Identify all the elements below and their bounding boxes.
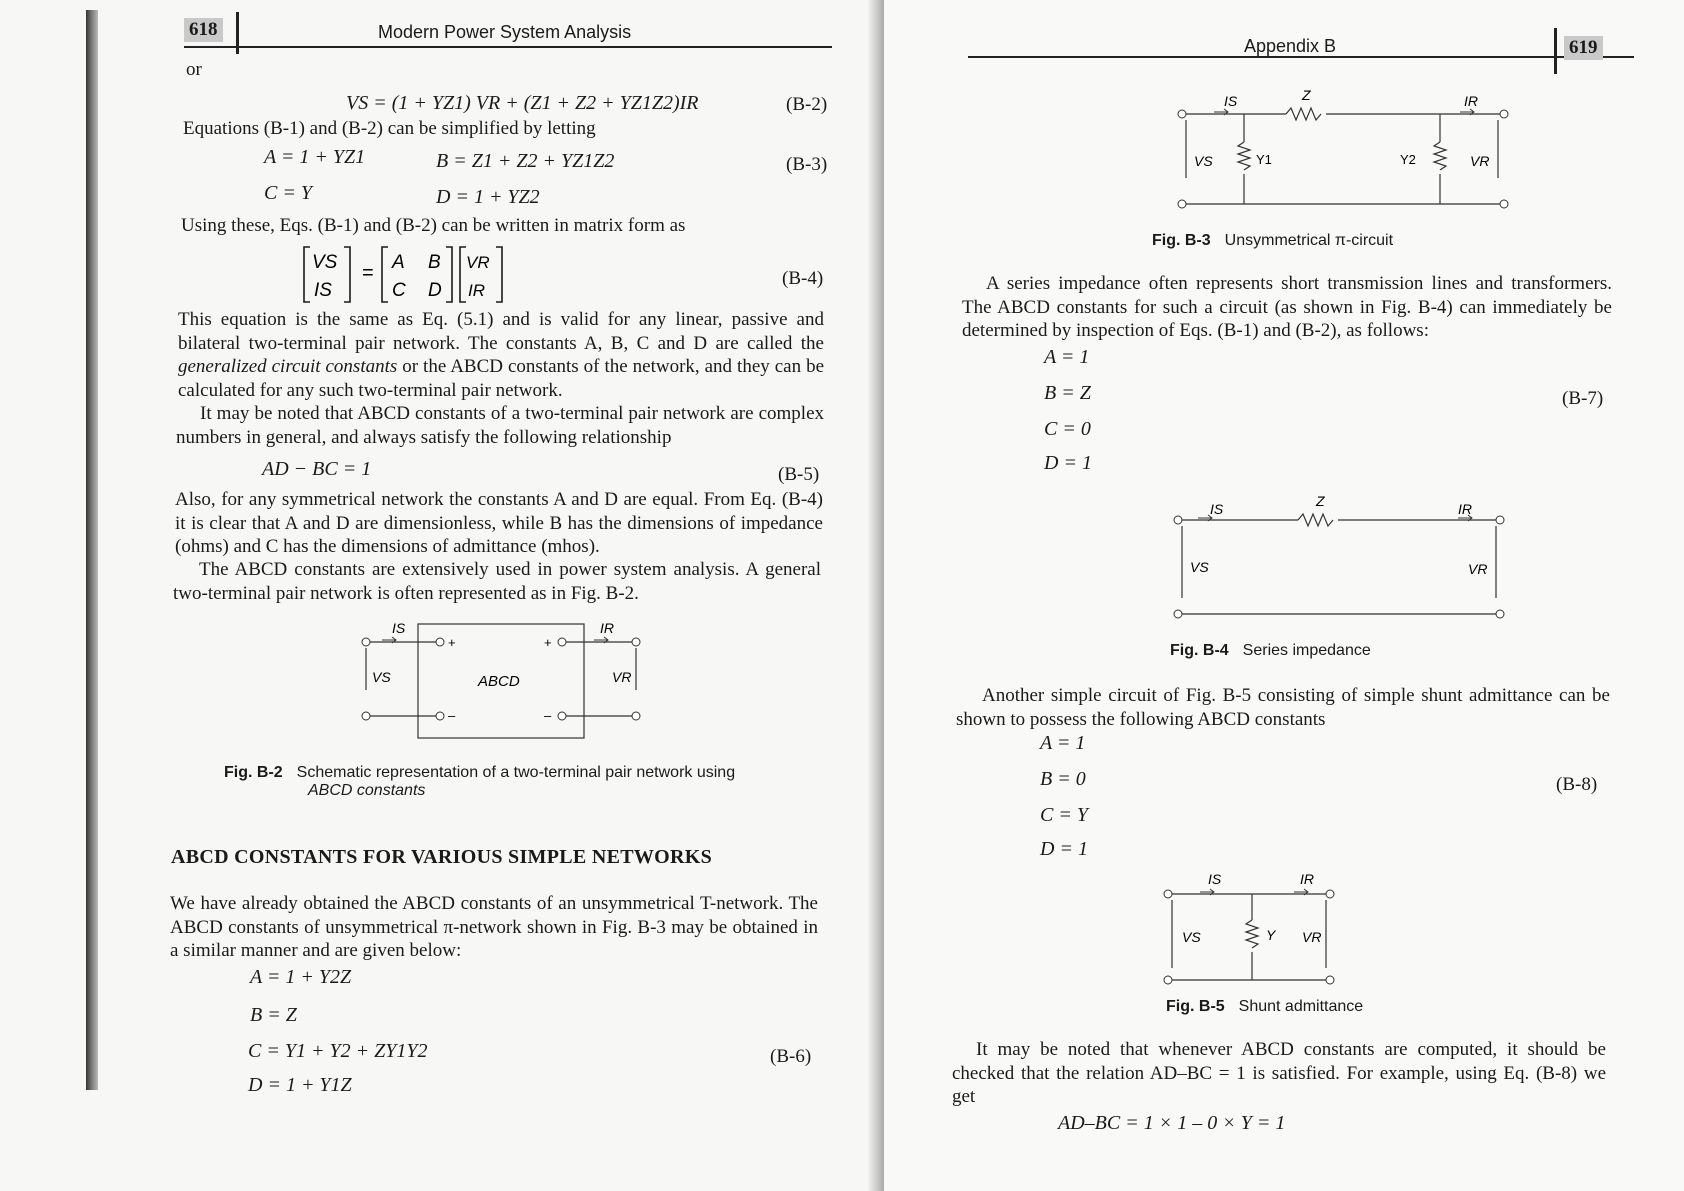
paragraph-matrix-intro: Using these, Eqs. (B-1) and (B-2) can be written in matrix form as [181,215,686,236]
paragraph-power-analysis: The ABCD constants are extensively used in power system analysis. A general two-terminal pair network is often represented as in Fig. B-2. [173,559,821,604]
figure-b2-caption-line2: ABCD constants [308,782,426,799]
book-spine-shadow [86,10,98,1090]
fig-b4-z: Z [1316,494,1325,509]
equation-b7-c: C = 0 [1044,418,1091,440]
equation-b7-d: D = 1 [1044,452,1092,474]
fig-b2-plus-left: + [448,635,456,650]
section-heading: ABCD CONSTANTS FOR VARIOUS SIMPLE NETWORKS [171,846,713,868]
paragraph-generalized-constants [178,308,824,402]
fig-b2-minus-left: – [448,708,456,723]
fig-b2-minus-right: – [544,708,552,723]
fig-b5-ir: IR [1300,871,1314,887]
figure-caption-text: Unsymmetrical π-circuit [1224,232,1394,249]
equation-b8-c: C = Y [1040,804,1088,826]
matrix-a: A [392,252,405,273]
figure-b3-circuit [1174,86,1514,214]
equation-b3-a: A = 1 + YZ1 [264,146,366,168]
equation-b6-d: D = 1 + Y1Z [248,1074,352,1096]
figure-b5-caption [1166,998,1363,1016]
equation-number-b6: (B-6) [770,1046,812,1067]
equation-b7-b: B = Z [1044,382,1091,404]
fig-b3-y2: Y2 [1400,152,1416,167]
paragraph-complex-numbers: It may be noted that ABCD constants of a two-terminal pair network are complex numbers in general, and always satisfy the following relationship [176,403,824,448]
fig-b2-vs: VS [372,669,391,685]
figure-caption-text: Shunt admittance [1238,998,1364,1015]
figure-label: Fig. B-2 [224,764,283,781]
matrix-is: IS [314,280,332,301]
fig-b2-is: IS [392,620,406,636]
equation-number-b5: (B-5) [778,464,820,485]
or-word: or [186,59,202,80]
equation-b3-d: D = 1 + YZ2 [436,186,540,208]
equation-b6-c: C = Y1 + Y2 + ZY1Y2 [248,1040,428,1062]
running-head-right: Appendix B [1244,36,1337,56]
header-rule-right [968,56,1634,58]
fig-b5-vr: VR [1302,929,1322,945]
paragraph-simplify: Equations (B-1) and (B-2) can be simplified by letting [183,118,596,139]
figure-label: Fig. B-5 [1166,998,1225,1015]
matrix-vs: VS [312,252,338,273]
equation-b3-c: C = Y [264,182,312,204]
paragraph-shunt-admittance: Another simple circuit of Fig. B-5 consisting of simple shunt admittance can be shown to possess the following ABCD constants [956,685,1610,730]
right-page [884,0,1684,1191]
fig-b5-y: Y [1266,927,1276,943]
fig-b4-ir: IR [1458,501,1472,517]
figure-b2-schematic [356,616,646,740]
equation-b8-d: D = 1 [1040,838,1088,860]
right-page-number: 619 [1564,36,1603,60]
equation-number-b3: (B-3) [786,154,828,175]
equation-number-b2: (B-2) [786,94,828,115]
equation-b8-a: A = 1 [1040,732,1086,754]
matrix-b: B [428,252,441,273]
fig-b3-vr: VR [1470,153,1490,169]
figure-b5-circuit [1160,868,1340,988]
fig-b3-is: IS [1224,93,1238,109]
fig-b4-vs: VS [1190,559,1209,575]
equation-b2: VS = (1 + YZ1) VR + (Z1 + Z2 + YZ1Z2)IR [346,92,699,114]
figure-caption-text: Schematic representation of a two-terminal pair network using [296,764,736,781]
paragraph-pi-network: We have already obtained the ABCD constants of an unsymmetrical T-network. The ABCD constants of unsymmetrical π-network shown in Fig. B-3 may be obtained in a similar manner and are given below: [170,893,818,961]
svg-text:=: = [362,262,374,284]
figure-b4-caption [1170,642,1371,660]
paragraph-part: or the ABCD constants of the network, and they can be calculated for any such two-terminal pair network. [178,356,825,401]
equation-number-b8: (B-8) [1556,774,1598,795]
paragraph-series-impedance: A series impedance often represents short transmission lines and transformers. The ABCD constants for such a circuit (as shown in Fig. B-4) can immediately be determined by inspection of Eqs. (B-1) and (B-2), as follows: [962,273,1612,341]
fig-b5-is: IS [1208,871,1222,887]
equation-b3-b: B = Z1 + Z2 + YZ1Z2 [436,150,615,172]
italic-term: generalized circuit constants [178,356,398,377]
left-page-number: 618 [184,18,223,42]
figure-label: Fig. B-4 [1170,642,1229,659]
figure-label: Fig. B-3 [1152,232,1211,249]
matrix-c: C [392,280,406,301]
fig-b2-abcd-box-label: ABCD [478,673,520,690]
matrix-ir: IR [468,281,485,300]
fig-b3-ir: IR [1464,93,1478,109]
running-head-left: Modern Power System Analysis [378,22,632,42]
fig-b4-is: IS [1210,501,1224,517]
equation-b5: AD − BC = 1 [262,458,372,480]
fig-b5-vs: VS [1182,929,1201,945]
matrix-vr: VR [466,253,490,272]
equation-b7-a: A = 1 [1044,346,1090,368]
equation-b8-b: B = 0 [1040,768,1086,790]
figure-caption-text: Series impedance [1242,642,1371,659]
fig-b3-z: Z [1302,87,1311,103]
equation-number-b4: (B-4) [782,268,824,289]
fig-b3-y1: Y1 [1256,152,1272,167]
equation-number-b7: (B-7) [1562,388,1604,409]
header-rule-vertical-right [1554,28,1557,74]
figure-b2-caption [224,764,735,782]
equation-b6-b: B = Z [250,1004,297,1026]
fig-b2-ir: IR [600,620,614,636]
equation-final-check: AD–BC = 1 × 1 – 0 × Y = 1 [1058,1112,1286,1134]
matrix-d: D [428,280,442,301]
header-rule-left [184,46,832,48]
equation-b6-a: A = 1 + Y2Z [250,966,352,988]
paragraph-part: This equation is the same as Eq. (5.1) and is valid for any linear, passive and bilateral two-terminal pair network. The constants A, B, C and D are called the [178,309,824,354]
fig-b2-plus-right: + [544,635,552,650]
fig-b2-vr: VR [612,669,632,685]
matrix-equation-b4 [300,244,510,306]
fig-b4-vr: VR [1468,561,1488,577]
fig-b3-vs: VS [1194,153,1213,169]
figure-b3-caption [1152,232,1393,250]
figure-b4-circuit [1170,494,1510,622]
paragraph-verification: It may be noted that whenever ABCD constants are computed, it should be checked that the relation AD–BC = 1 is satisfied. For example, using Eq. (B-8) we get [952,1039,1606,1107]
paragraph-symmetrical: Also, for any symmetrical network the constants A and D are equal. From Eq. (B-4) it is clear that A and D are dimensionless, while B has the dimensions of impedance (ohms) and C has the dimensions of admittance (mhos). [175,489,823,557]
